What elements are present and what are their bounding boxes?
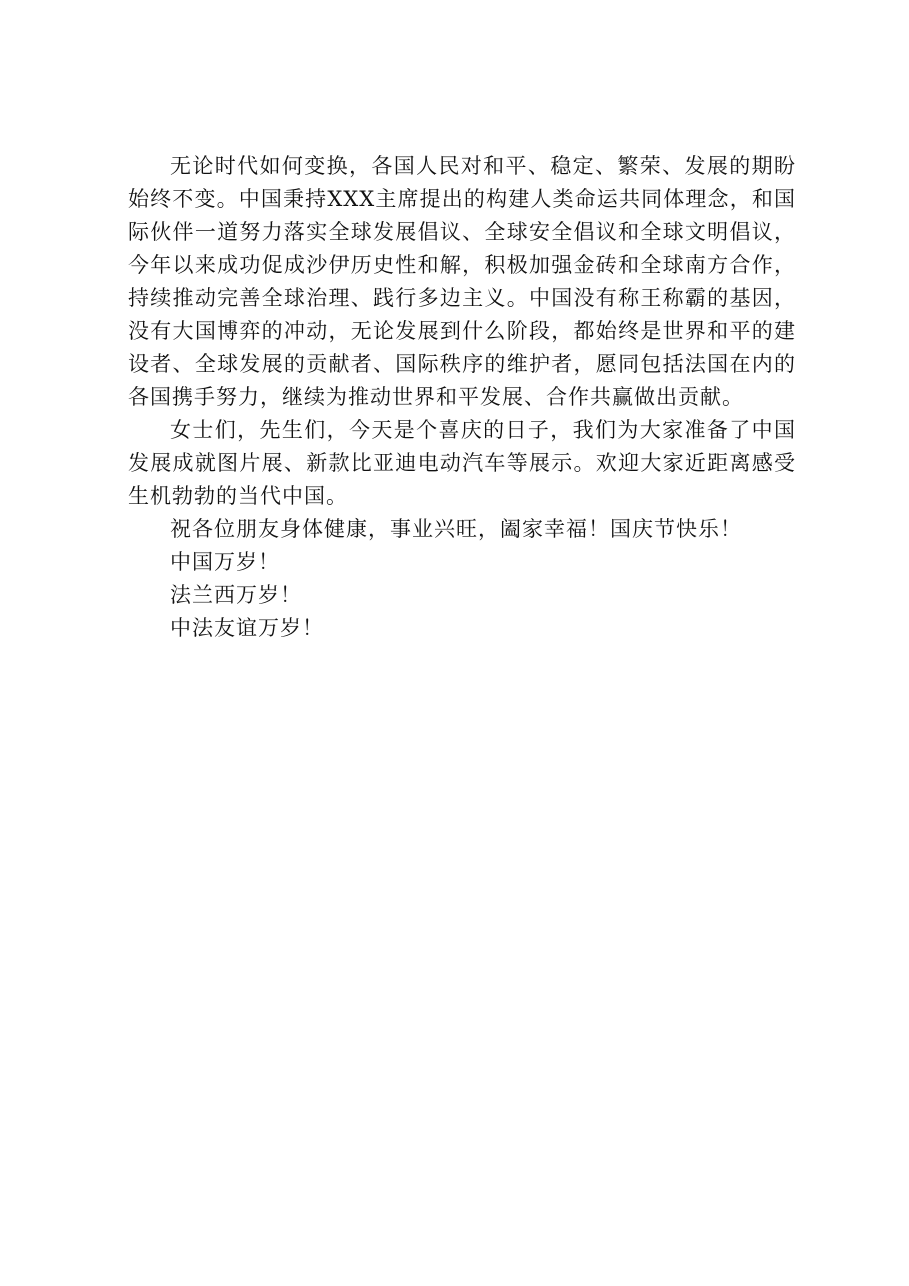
closing-cheer-china: 中国万岁！ [170,550,280,574]
closing-cheer-friendship: 中法友谊万岁！ [170,616,324,640]
document-body [128,150,796,645]
paragraph-1: 无论时代如何变换，各国人民对和平、稳定、繁荣、发展的期盼始终不变。中国秉持XXX主席提出的构建人类命运共同体理念，和国际伙伴一道努力落实全球发展倡议、全球安全倡议和全球文明倡议，今年以来成功促成沙伊历史性和解，积极加强金砖和全球南方合作，持续推动完善全球治理、践行多边主义。中国没有称王称霸的基因，没有大国博弈的冲动，无论发展到什么阶段，都始终是世界和平的建设者、全球发展的贡献者、国际秩序的维护者，愿同包括法国在内的各国携手努力，继续为推动世界和平发展、合作共赢做出贡献。 [128,154,796,409]
paragraph-2: 女士们，先生们，今天是个喜庆的日子，我们为大家准备了中国发展成就图片展、新款比亚迪电动汽车等展示。欢迎大家近距离感受生机勃勃的当代中国。 [128,418,796,508]
closing-wish-line: 祝各位朋友身体健康，事业兴旺，阖家幸福！国庆节快乐！ [170,517,742,541]
closing-cheer-france: 法兰西万岁！ [170,583,302,607]
